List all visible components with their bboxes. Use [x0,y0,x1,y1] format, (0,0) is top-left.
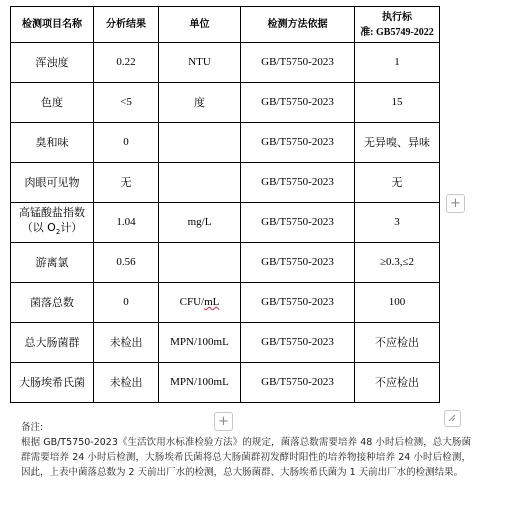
table-row [11,323,440,363]
cell-item-line2 [13,220,91,240]
cell-result[interactable]: 1.04 [94,203,159,243]
table-row [11,83,440,123]
cell-standard[interactable]: 1 [355,43,440,83]
header-method: 检测方法依据 [241,7,355,43]
note-section [21,420,471,480]
table-row [11,123,440,163]
cell-method[interactable]: GB/T5750-2023 [241,203,355,243]
cell-method[interactable]: GB/T5750-2023 [241,323,355,363]
cell-result[interactable]: 0.56 [94,243,159,283]
cell-result[interactable]: 未检出 [94,323,159,363]
cell-item[interactable]: 游离氯 [11,243,94,283]
cell-item[interactable] [11,203,94,243]
table-row [11,243,440,283]
cell-item[interactable]: 臭和味 [11,123,94,163]
table-row [11,203,440,243]
header-item: 检测项目名称 [11,7,94,43]
cell-item[interactable]: 总大肠菌群 [11,323,94,363]
cell-item[interactable]: 色度 [11,83,94,123]
cell-method[interactable]: GB/T5750-2023 [241,163,355,203]
cell-standard[interactable]: 无 [355,163,440,203]
cell-result[interactable]: <5 [94,83,159,123]
table-row [11,283,440,323]
cell-unit[interactable] [159,283,241,323]
cell-unit-part1: CFU/ [179,296,205,308]
note-body: 根据 GB/T5750-2023《生活饮用水标准检验方法》的规定，菌落总数需要培养 48 小时后检测，总大肠菌群需要培养 24 小时后检测，大肠埃希氏菌将总大肠菌群初发酵时阳性的培养物接种培养 24 小时后检测，因此，上表中菌落总数为 2 天前出厂水的检测，总大肠菌群、大肠埃希氏菌为 1 天前出厂水的检测结果。 [21,437,471,478]
cell-standard[interactable]: ≥0.3,≤2 [355,243,440,283]
cell-item[interactable]: 菌落总数 [11,283,94,323]
cell-unit-part2: mL [204,296,220,308]
cell-result[interactable]: 无 [94,163,159,203]
cell-item[interactable]: 浑浊度 [11,43,94,83]
note-title: 备注: [21,422,44,433]
cell-unit[interactable]: MPN/100mL [159,363,241,403]
header-standard-line1: 执行标 [382,11,412,23]
cell-method[interactable]: GB/T5750-2023 [241,283,355,323]
cell-standard[interactable]: 100 [355,283,440,323]
table-row [11,363,440,403]
cell-method[interactable]: GB/T5750-2023 [241,123,355,163]
cell-result[interactable]: 0 [94,123,159,163]
cell-item-line2-start: （以 O [21,220,56,234]
cell-item-line1: 高锰酸盐指数 [19,205,85,219]
header-unit: 单位 [159,7,241,43]
cell-result[interactable]: 未检出 [94,363,159,403]
cell-item[interactable]: 肉眼可见物 [11,163,94,203]
cell-unit[interactable]: mg/L [159,203,241,243]
cell-standard[interactable]: 3 [355,203,440,243]
water-quality-table [10,6,440,403]
cell-method[interactable]: GB/T5750-2023 [241,43,355,83]
table-row [11,163,440,203]
cell-item[interactable]: 大肠埃希氏菌 [11,363,94,403]
cell-method[interactable]: GB/T5750-2023 [241,243,355,283]
cell-method[interactable]: GB/T5750-2023 [241,363,355,403]
cell-standard[interactable]: 不应检出 [355,323,440,363]
table-row [11,43,440,83]
cell-standard[interactable]: 15 [355,83,440,123]
cell-standard[interactable]: 不应检出 [355,363,440,403]
cell-unit[interactable] [159,163,241,203]
cell-result[interactable]: 0 [94,283,159,323]
cell-unit[interactable]: 度 [159,83,241,123]
cell-unit[interactable] [159,123,241,163]
cell-standard[interactable]: 无异嗅、异味 [355,123,440,163]
cell-item-line2-end: 计） [60,220,83,234]
add-row-button[interactable]: + [214,412,233,431]
add-column-button[interactable]: + [446,194,465,213]
cell-unit[interactable]: NTU [159,43,241,83]
cell-unit[interactable]: MPN/100mL [159,323,241,363]
cell-item-subscript: 2 [55,228,61,237]
cell-method[interactable]: GB/T5750-2023 [241,83,355,123]
header-standard [355,7,440,43]
header-result: 分析结果 [94,7,159,43]
cell-result[interactable]: 0.22 [94,43,159,83]
header-standard-line2: 准: GB5749-2022 [360,26,434,38]
table-header-row [11,7,440,43]
cell-unit[interactable] [159,243,241,283]
